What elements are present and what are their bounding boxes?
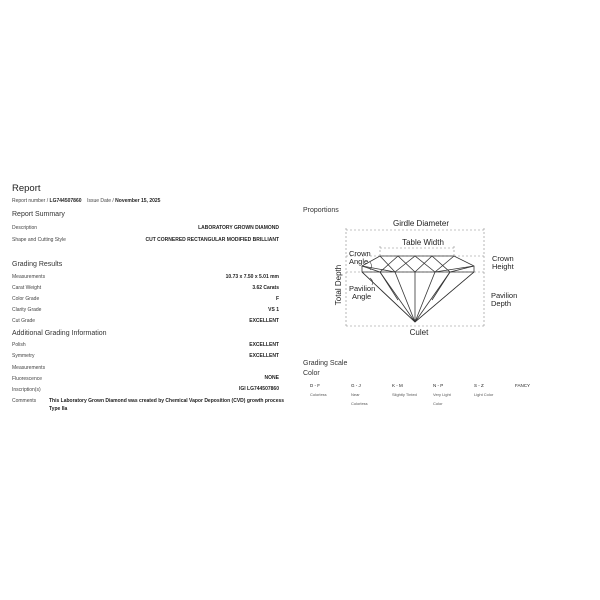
color-grade-desc: Colorless <box>351 401 368 406</box>
grading-label: Clarity Grade <box>12 307 42 313</box>
total-depth-label: Total Depth <box>334 264 343 306</box>
additional-value: EXCELLENT <box>249 342 279 348</box>
additional-label: Fluorescence <box>12 376 43 382</box>
pavilion-angle-label: Pavilion <box>349 284 376 293</box>
summary-label: Description <box>12 225 38 231</box>
report-number: LG744507860 <box>49 198 82 204</box>
pavilion-depth-label: Depth <box>491 299 512 308</box>
grading-title: Grading Results <box>12 261 63 268</box>
summary-value: CUT CORNERED RECTANGULAR MODIFIED BRILLIANT <box>145 237 279 243</box>
grading-label: Cut Grade <box>12 318 36 324</box>
additional-value: EXCELLENT <box>249 353 279 359</box>
color-grade: N - P <box>433 383 444 388</box>
color-grade: G - J <box>351 383 361 388</box>
proportions-title: Proportions <box>303 207 339 214</box>
additional-value: NONE <box>264 375 279 381</box>
grading-value: F <box>275 296 279 302</box>
summary-value: LABORATORY GROWN DIAMOND <box>198 225 279 231</box>
color-grade-desc: Colorless <box>310 392 327 397</box>
comments-value: This Laboratory Grown Diamond was created by Chemical Vapor Deposition (CVD) growth process Type IIa <box>49 398 285 412</box>
color-grade-desc: Very Light <box>433 392 451 397</box>
grading-value: EXCELLENT <box>249 318 279 324</box>
color-grade: S - Z <box>474 383 484 388</box>
grading-label: Measurements <box>12 274 46 280</box>
grading-scale-subtitle: Color <box>303 370 320 377</box>
additional-label: Comments <box>12 398 37 404</box>
issue-date: November 15, 2025 <box>115 198 161 204</box>
additional-label: Measurements <box>12 365 46 371</box>
additional-label: Symmetry <box>12 353 35 359</box>
summary-title: Report Summary <box>12 211 65 218</box>
grading-value: 10.73 x 7.50 x 5.01 mm <box>225 274 279 280</box>
additional-value: IGI LG744507860 <box>238 386 279 392</box>
report-meta <box>12 198 160 204</box>
culet-label: Culet <box>409 328 429 337</box>
report-number-label: Report number / <box>12 198 49 204</box>
grading-scale-title: Grading Scale <box>303 360 348 367</box>
crown-height-label: Height <box>492 262 514 271</box>
grading-label: Color Grade <box>12 296 40 302</box>
grading-label: Carat Weight <box>12 285 42 291</box>
pavilion-depth-label: Pavilion <box>491 291 518 300</box>
grading-value: 3.62 Carats <box>252 285 279 291</box>
issue-date-label: Issue Date / <box>87 198 114 204</box>
color-grade-desc: Slightly Tinted <box>392 392 417 397</box>
table-width-label: Table Width <box>402 238 444 247</box>
additional-label: Polish <box>12 342 26 348</box>
color-grade-desc: Color <box>433 401 443 406</box>
color-grade-desc: Near <box>351 392 360 397</box>
grading-value: VS 1 <box>268 307 279 313</box>
crown-angle-label: Crown <box>349 249 371 258</box>
pavilion-angle-label: Angle <box>352 292 372 301</box>
crown-angle-label: Angle <box>349 257 369 266</box>
color-grade-desc: Light Color <box>474 392 494 397</box>
color-grade: D - F <box>310 383 320 388</box>
girdle-diameter-label: Girdle Diameter <box>392 219 450 228</box>
additional-title: Additional Grading Information <box>12 330 107 337</box>
summary-label: Shape and Cutting Style <box>12 237 66 243</box>
color-grade: K - M <box>392 383 403 388</box>
proportions-diagram <box>330 215 530 340</box>
crown-height-label: Crown <box>492 254 514 263</box>
color-grade: FANCY <box>515 383 531 388</box>
additional-label: Inscription(s) <box>12 387 41 393</box>
report-title: Report <box>12 183 41 194</box>
